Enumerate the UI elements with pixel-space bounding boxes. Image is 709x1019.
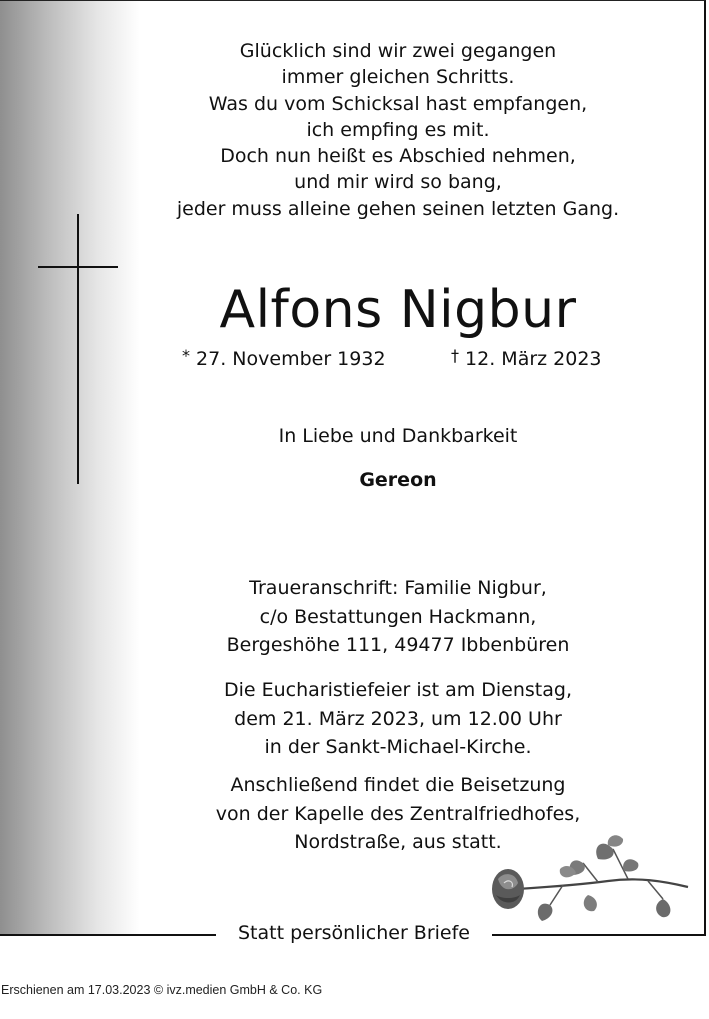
burial-line: Anschließend findet die Beisetzung (230, 774, 566, 796)
mourners-intro: In Liebe und Dankbarkeit (278, 425, 518, 447)
cross-icon-vertical (77, 214, 79, 484)
birth-date: 27. November 1932 (196, 348, 386, 370)
address-line: Bergeshöhe 111, 49477 Ibbenbüren (226, 634, 570, 656)
footer-rule-left (0, 934, 216, 936)
side-gradient (0, 1, 140, 936)
service-line: in der Sankt-Michael-Kirche. (264, 736, 532, 758)
poem-line: Doch nun heißt es Abschied nehmen, (220, 145, 576, 168)
service-line: dem 21. März 2023, um 12.00 Uhr (234, 707, 562, 730)
death-date-line (451, 346, 602, 373)
rose-icon (488, 829, 690, 925)
service-info (140, 676, 656, 762)
poem-line: ich empfing es mit. (306, 118, 490, 141)
burial-line: von der Kapelle des Zentralfriedhofes, (215, 802, 581, 825)
birth-date-line (182, 346, 386, 373)
service-line: Die Eucharistiefeier ist am Dienstag, (223, 679, 572, 701)
burial-line: Nordstraße, aus statt. (294, 831, 502, 853)
death-date: 12. März 2023 (465, 348, 602, 370)
cross-icon-horizontal (38, 266, 118, 268)
address-line: Traueranschrift: Familie Nigbur, (249, 577, 547, 599)
footer-rule-right (492, 934, 706, 936)
birth-symbol: * (182, 346, 190, 365)
address-line: c/o Bestattungen Hackmann, (259, 605, 537, 628)
footer-note: Statt persönlicher Briefe (216, 920, 492, 946)
poem-line: immer gleichen Schritts. (281, 66, 515, 89)
death-symbol: † (451, 346, 459, 365)
publication-credit: Erschienen am 17.03.2023 © ivz.medien GmbH & Co. KG (1, 983, 323, 997)
poem-line: Glücklich sind wir zwei gegangen (239, 40, 557, 62)
deceased-name: Alfons Nigbur (219, 280, 577, 340)
mourner-names: Gereon (359, 469, 437, 491)
poem-line: Was du vom Schicksal hast empfangen, (208, 92, 588, 115)
poem (140, 38, 656, 222)
mourning-address (140, 574, 656, 660)
poem-line: und mir wird so bang, (294, 171, 502, 194)
poem-line: jeder muss alleine gehen seinen letzten Gang. (176, 197, 620, 220)
